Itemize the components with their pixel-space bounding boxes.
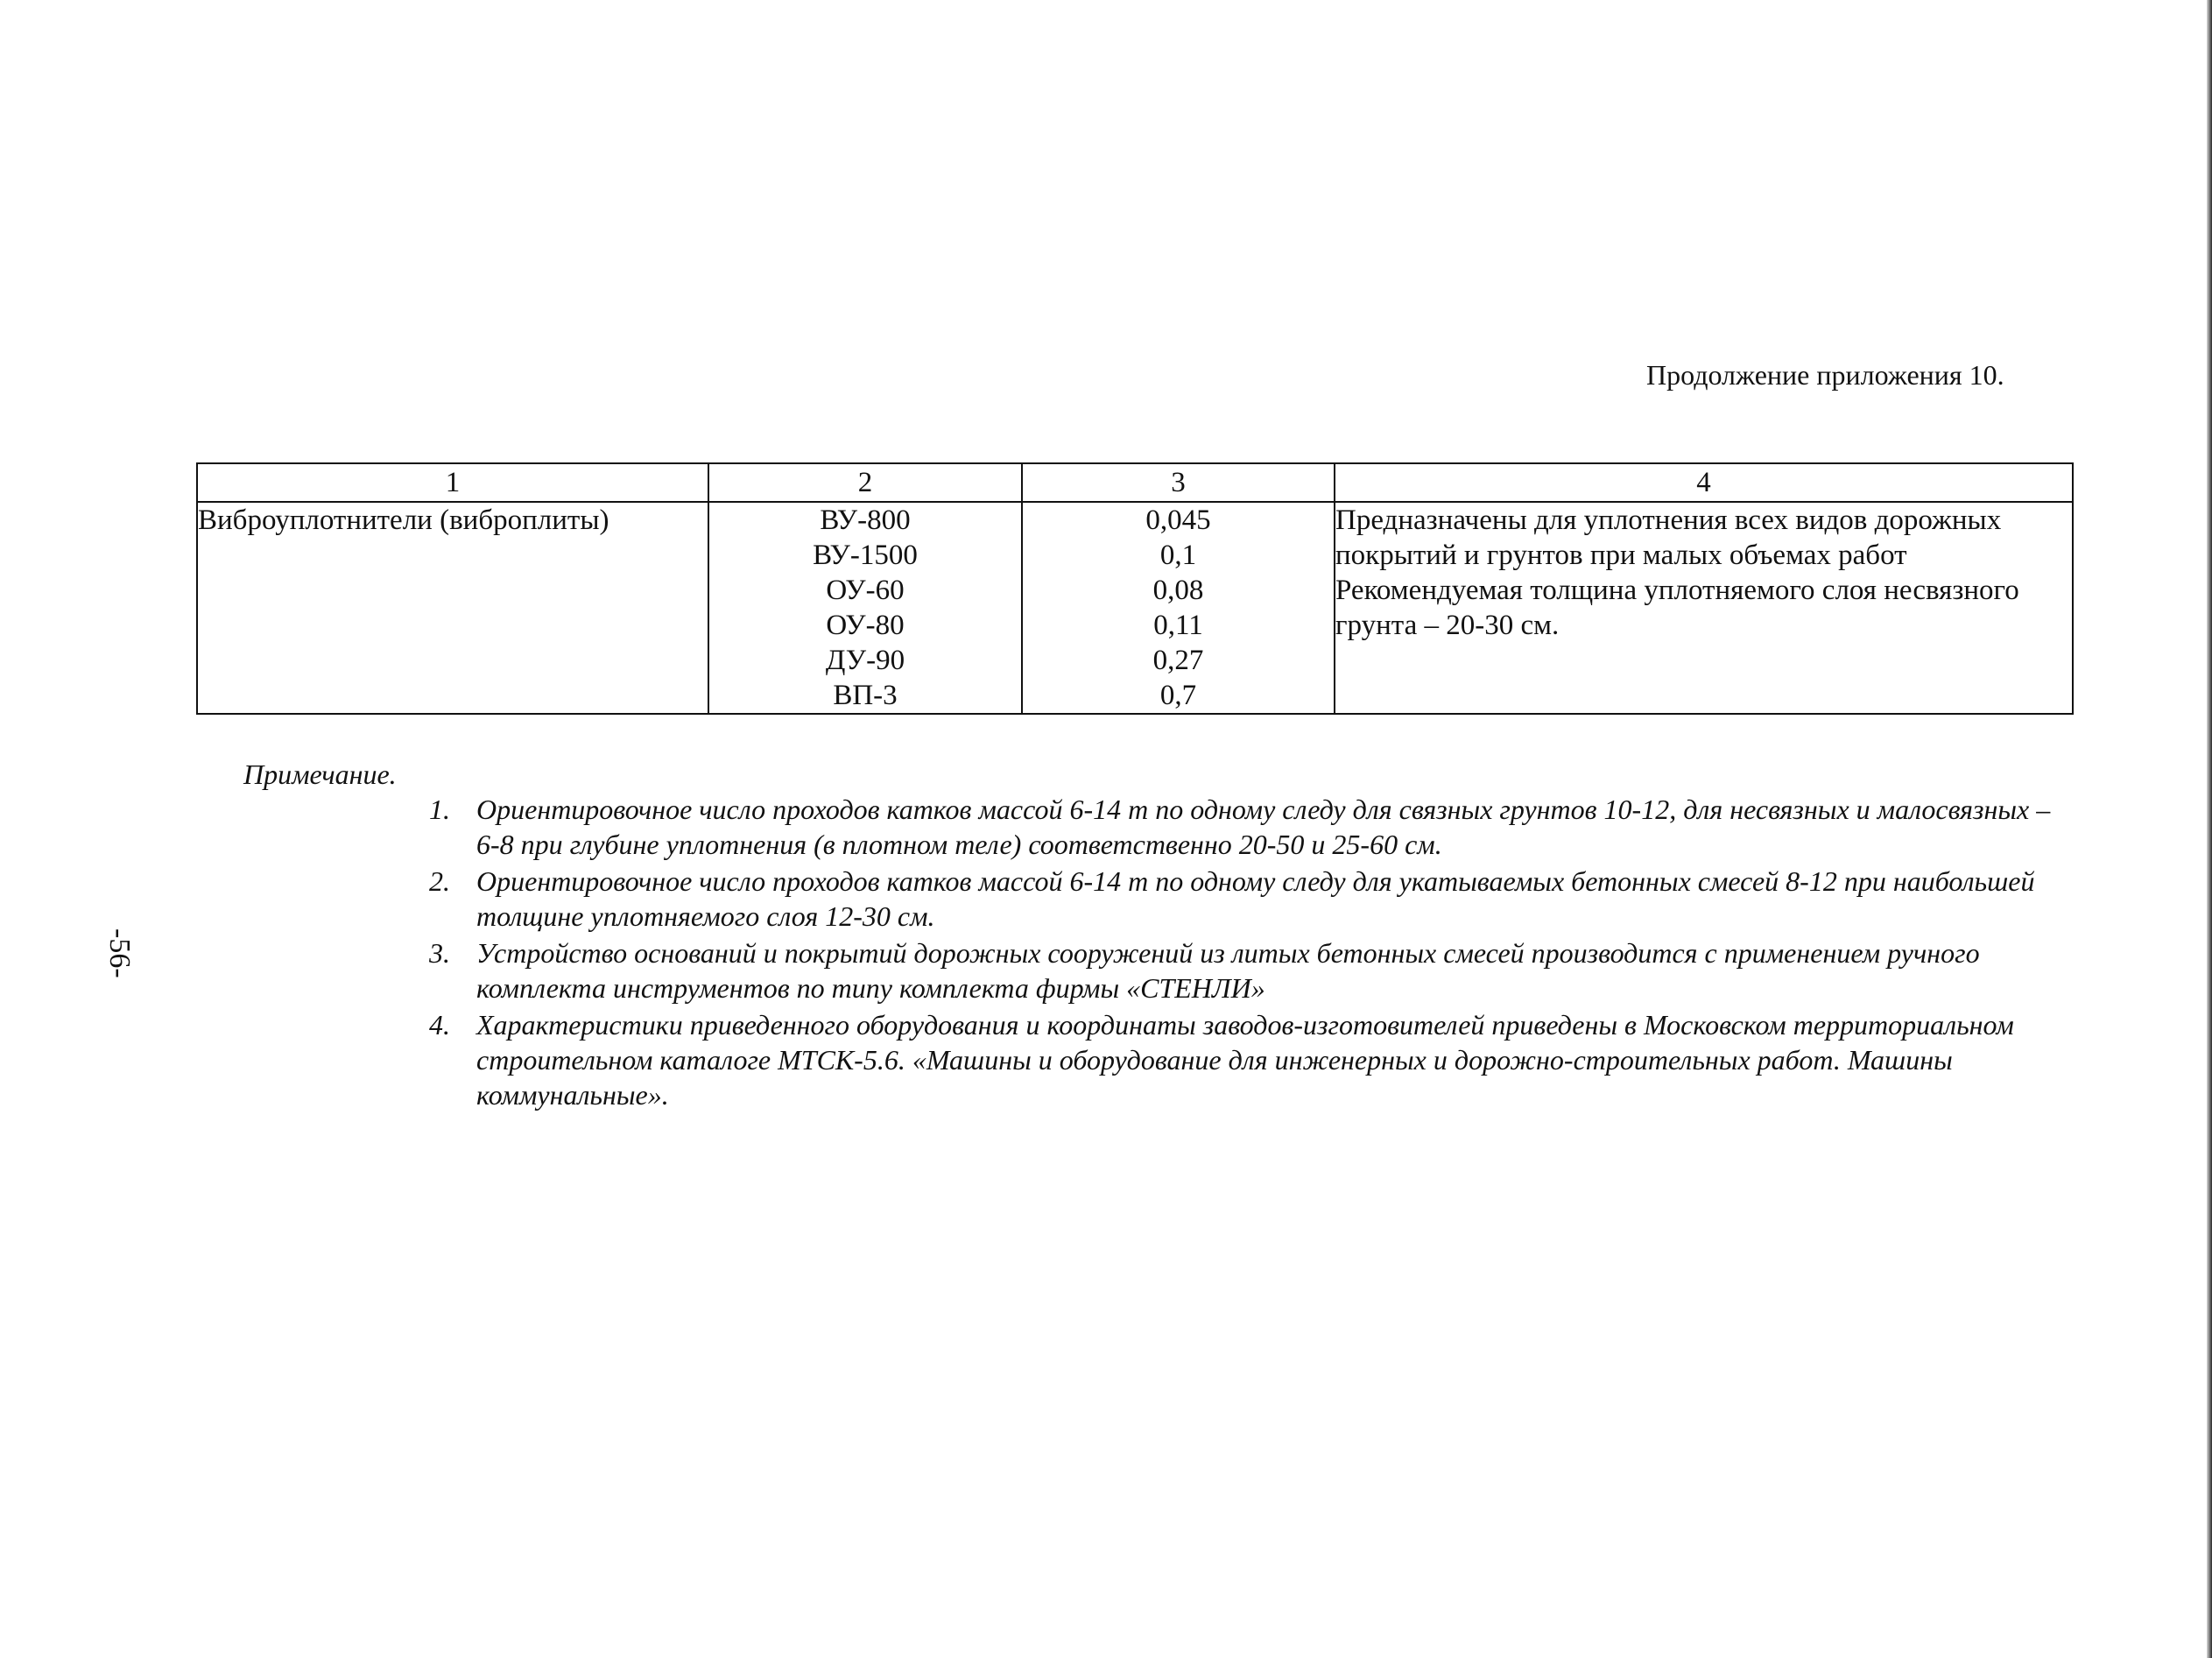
column-header-3: 3 [1022, 463, 1335, 502]
model-item: ОУ-60 [826, 575, 905, 606]
continuation-header: Продолжение приложения 10. [1646, 359, 2004, 391]
values-cell [1022, 502, 1335, 714]
value-item: 0,7 [1159, 680, 1197, 711]
column-header-2: 2 [708, 463, 1022, 502]
equipment-name-cell [197, 502, 708, 714]
notes-list [429, 792, 2075, 1114]
notes-title: Примечание. [243, 758, 397, 790]
column-header-4: 4 [1335, 463, 2073, 502]
model-item: ОУ-80 [826, 610, 905, 641]
note-number: 3. [429, 937, 450, 969]
note-item [429, 1007, 2075, 1112]
note-number: 4. [429, 1009, 450, 1041]
note-item [429, 792, 2075, 862]
note-number: 1. [429, 794, 450, 825]
models-cell [708, 502, 1022, 714]
value-item: 0,08 [1152, 575, 1204, 606]
note-item [429, 935, 2075, 1005]
value-item: 0,045 [1145, 504, 1211, 536]
equipment-name: Виброуплотнители (виброплиты) [198, 504, 609, 536]
column-header-1: 1 [197, 463, 708, 502]
value-item: 0,27 [1152, 645, 1204, 676]
note-text: Ориентировочное число проходов катков массой 6-14 т по одному следу для связных грунтов 10-12, для несвязных и малосвязных – 6-8 при глубине уплотнения (в плотном теле) соответственно 20-50 и 25-60 см. [476, 794, 2051, 860]
value-item: 0,1 [1159, 540, 1197, 571]
note-text: Характеристики приведенного оборудования и координаты заводов-изготовителей приведены в Московском территориальном строительном каталоге МТСК-5.6. «Машины и оборудование для инженерных и дорожно-строительных работ. Машины коммунальные». [476, 1009, 2014, 1111]
description-cell [1335, 502, 2073, 714]
model-item: ДУ-90 [825, 645, 905, 676]
model-item: ВУ-800 [820, 504, 911, 536]
note-number: 2. [429, 865, 450, 897]
model-item: ВП-3 [833, 680, 898, 711]
page-number: -56- [103, 928, 136, 978]
table-row [197, 502, 2073, 714]
note-text: Устройство оснований и покрытий дорожных сооружений из литых бетонных смесей производится с применением ручного комплекта инструментов по типу комплекта фирмы «СТЕНЛИ» [476, 937, 1980, 1004]
value-item: 0,11 [1153, 610, 1203, 641]
note-text: Ориентировочное число проходов катков массой 6-14 т по одному следу для укатываемых бетонных смесей 8-12 при наибольшей толщине уплотняемого слоя 12-30 см. [476, 865, 2035, 932]
equipment-table [196, 462, 2074, 715]
description-text: Предназначены для уплотнения всех видов дорожных покрытий и грунтов при малых объемах работ Рекомендуемая толщина уплотняемого слоя несвязного грунта – 20-30 см. [1335, 504, 2019, 641]
model-item: ВУ-1500 [813, 540, 918, 571]
table-header-row [197, 463, 2073, 502]
note-item [429, 864, 2075, 934]
page-edge [2207, 0, 2212, 1658]
